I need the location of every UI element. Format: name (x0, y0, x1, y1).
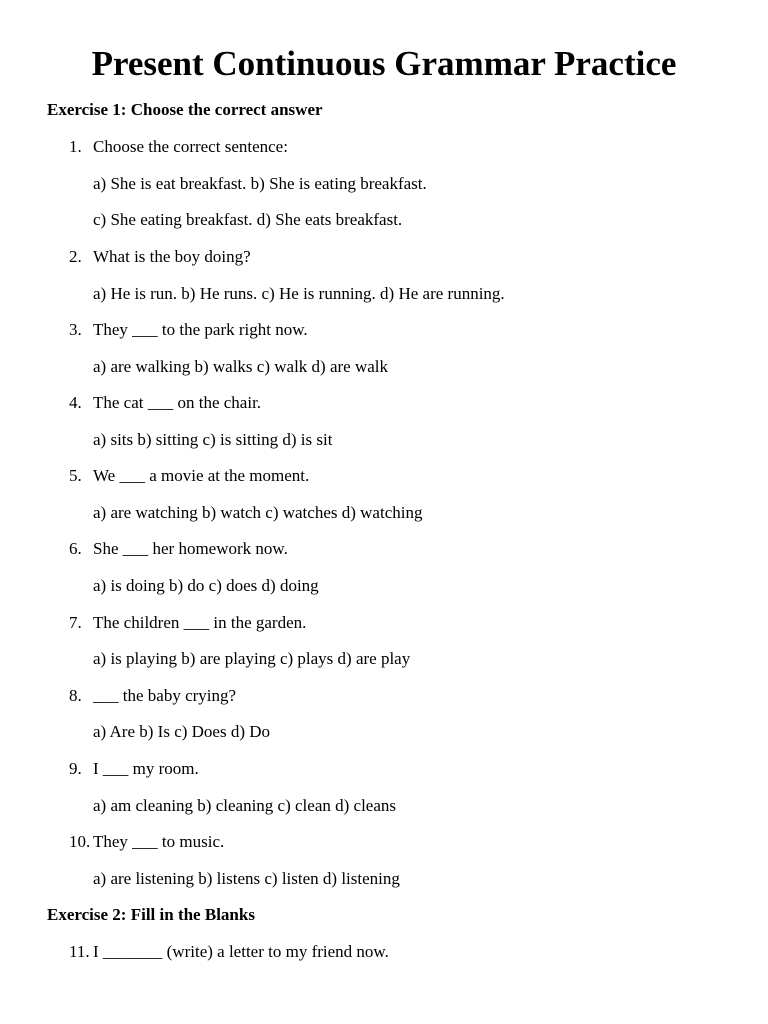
question-10-number: 10. (69, 832, 91, 851)
question-5-number: 5. (69, 466, 82, 485)
question-7-text: The children ___ in the garden. (93, 613, 307, 632)
question-1-text: Choose the correct sentence: (93, 137, 288, 156)
question-5-text: We ___ a movie at the moment. (93, 466, 310, 485)
question-11-number: 11. (69, 942, 90, 961)
question-11-text: I _______ (write) a letter to my friend now. (93, 942, 389, 961)
question-2-text: What is the boy doing? (93, 247, 251, 266)
question-1-options-line-1: a) She is eat breakfast. b) She is eating breakfast. (93, 174, 427, 193)
question-9-options: a) am cleaning b) cleaning c) clean d) cleans (93, 796, 397, 815)
question-3-number: 3. (69, 320, 82, 339)
question-8-number: 8. (69, 686, 82, 705)
question-7-options: a) is playing b) are playing c) plays d) are play (93, 649, 411, 668)
exercise-2-heading: Exercise 2: Fill in the Blanks (47, 905, 255, 924)
question-4-options: a) sits b) sitting c) is sitting d) is sit (93, 430, 333, 449)
question-3-options: a) are walking b) walks c) walk d) are walk (93, 357, 389, 376)
question-1-number: 1. (69, 137, 82, 156)
page-title: Present Continuous Grammar Practice (91, 44, 677, 83)
question-3-text: They ___ to the park right now. (93, 320, 308, 339)
question-6-number: 6. (69, 539, 82, 558)
question-7-number: 7. (69, 613, 82, 632)
question-6-options: a) is doing b) do c) does d) doing (93, 576, 319, 595)
question-9-text: I ___ my room. (93, 759, 199, 778)
question-9-number: 9. (69, 759, 82, 778)
question-4-number: 4. (69, 393, 82, 412)
question-8-options: a) Are b) Is c) Does d) Do (93, 722, 271, 741)
question-10-text: They ___ to music. (93, 832, 225, 851)
question-1-options-line-2: c) She eating breakfast. d) She eats breakfast. (93, 210, 403, 229)
question-5-options: a) are watching b) watch c) watches d) watching (93, 503, 423, 522)
question-2-number: 2. (69, 247, 82, 266)
question-10-options: a) are listening b) listens c) listen d) listening (93, 869, 400, 888)
question-6-text: She ___ her homework now. (93, 539, 288, 558)
question-2-options: a) He is run. b) He runs. c) He is running. d) He are running. (93, 284, 505, 303)
question-8-text: ___ the baby crying? (93, 686, 237, 705)
question-4-text: The cat ___ on the chair. (93, 393, 262, 412)
exercise-1-heading: Exercise 1: Choose the correct answer (47, 100, 323, 119)
